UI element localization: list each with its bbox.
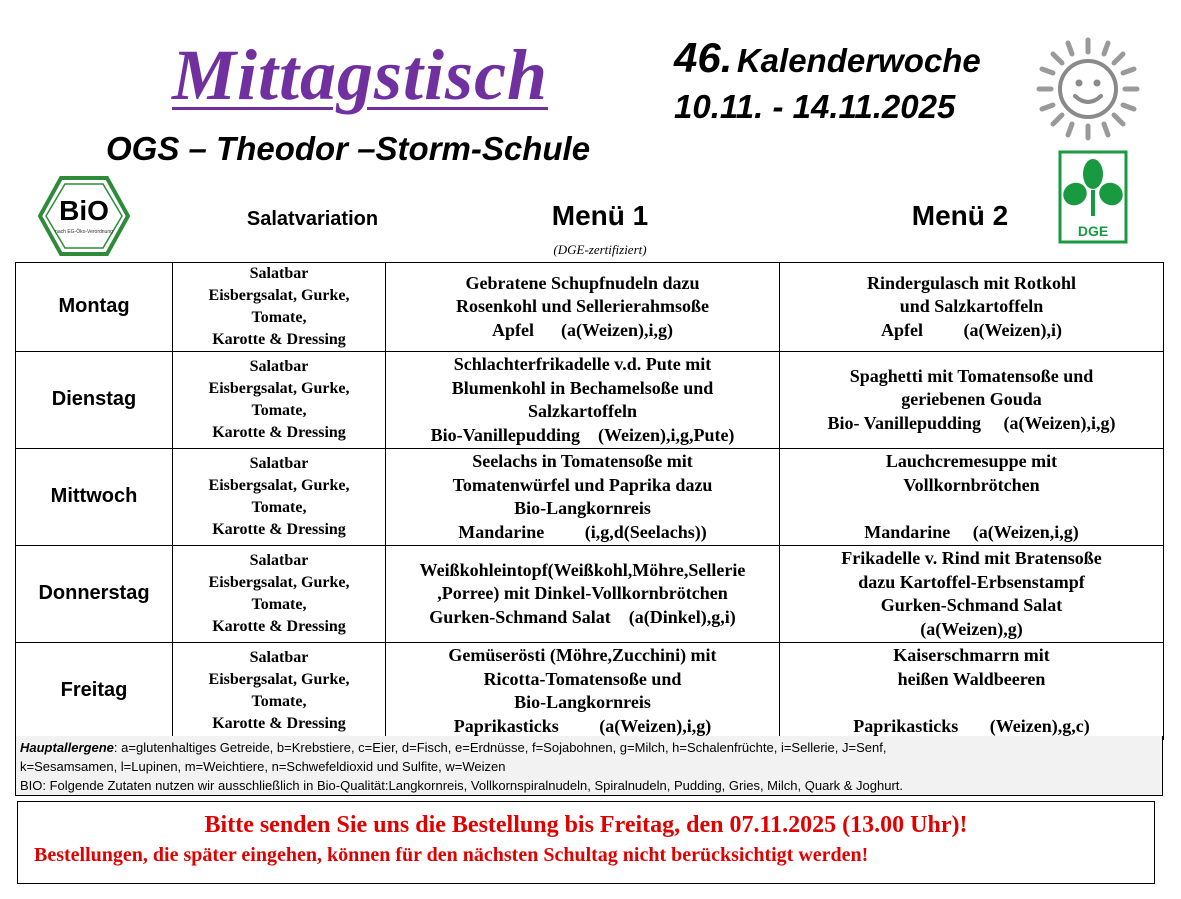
menu2-line: Rindergulasch mit Rotkohl bbox=[866, 272, 1077, 293]
menu2-cell bbox=[780, 643, 1164, 740]
menu1-cell bbox=[386, 643, 780, 740]
salad-line: Eisbergsalat, Gurke, bbox=[208, 574, 350, 591]
menu2-line: Paprikasticks (Weizen),g,c) bbox=[853, 715, 1090, 736]
menu2-line: Spaghetti mit Tomatensoße und bbox=[849, 365, 1094, 386]
menu2-line: Gurken-Schmand Salat bbox=[880, 595, 1063, 615]
week-heading bbox=[674, 34, 981, 82]
salad-line: Karotte & Dressing bbox=[212, 715, 346, 732]
order-deadline: Bitte senden Sie uns die Bestellung bis Freitag, den 07.11.2025 (13.00 Uhr)! bbox=[204, 812, 968, 838]
menu1-line: Apfel (a(Weizen),i,g) bbox=[492, 319, 673, 340]
menu2-line: (a(Weizen),g) bbox=[920, 618, 1023, 639]
menu-row-dienstag bbox=[16, 352, 1164, 449]
menu2-line: und Salzkartoffeln bbox=[899, 296, 1044, 317]
menu1-line: Paprikasticks (a(Weizen),i,g) bbox=[453, 715, 712, 736]
menu1-cell bbox=[386, 449, 780, 546]
menu1-line: Bio-Langkornreis bbox=[514, 692, 651, 712]
week-number: 46. bbox=[674, 34, 733, 81]
salad-cell bbox=[173, 263, 386, 352]
allergen-label: Hauptallergene bbox=[20, 740, 114, 755]
salad-line: Karotte & Dressing bbox=[212, 424, 346, 441]
column-header-menu1: Menü 1 bbox=[551, 200, 649, 231]
menu2-line: Mandarine (a(Weizen,i,g) bbox=[864, 521, 1079, 542]
salad-line: Tomate, bbox=[251, 402, 307, 419]
menu1-line: Mandarine (i,g,d(Seelachs)) bbox=[458, 521, 707, 542]
menu1-line: Schlachterfrikadelle v.d. Pute mit bbox=[453, 354, 712, 374]
salad-line: Tomate, bbox=[251, 499, 307, 516]
menu2-cell bbox=[780, 546, 1164, 643]
late-order-warning: Bestellungen, die später eingehen, können für den nächsten Schultag nicht berücksichtigt werden! bbox=[34, 844, 869, 866]
menu1-cell bbox=[386, 263, 780, 352]
salad-line: Tomate, bbox=[251, 309, 307, 326]
bio-logo bbox=[38, 176, 130, 256]
menu1-line: Gebratene Schupfnudeln dazu bbox=[465, 272, 700, 293]
day-name: Freitag bbox=[16, 643, 173, 740]
menu1-line: ,Porree) mit Dinkel-Vollkornbrötchen bbox=[437, 583, 728, 604]
menu2-line: Bio- Vanillepudding (a(Weizen),i,g) bbox=[827, 412, 1116, 433]
salad-line: Salatbar bbox=[249, 455, 309, 472]
menu2-line: Vollkornbrötchen bbox=[903, 474, 1040, 495]
day-name: Dienstag bbox=[16, 352, 173, 449]
salad-line: Eisbergsalat, Gurke, bbox=[208, 477, 350, 494]
salad-line: Karotte & Dressing bbox=[212, 331, 346, 348]
salad-line: Salatbar bbox=[249, 649, 309, 666]
menu1-cell bbox=[386, 546, 780, 643]
menu1-line: Tomatenwürfel und Paprika dazu bbox=[452, 474, 713, 495]
menu2-line: geriebenen Gouda bbox=[901, 389, 1042, 410]
menu-row-freitag bbox=[16, 643, 1164, 740]
menu1-line: Salzkartoffeln bbox=[528, 401, 637, 421]
salad-line: Karotte & Dressing bbox=[212, 618, 346, 635]
allergen-line-1: Hauptallergene: a=glutenhaltiges Getreide, b=Krebstiere, c=Eier, d=Fisch, e=Erdnüsse, f=Sojabohnen, g=Milch, h=Schalenfrüchte, i=Sellerie, J=Senf, bbox=[20, 740, 887, 755]
allergen-legend bbox=[15, 736, 1163, 796]
menu2-line bbox=[780, 691, 1163, 715]
menu2-line: dazu Kartoffel-Erbsenstampf bbox=[858, 571, 1085, 592]
menu1-line: Seelachs in Tomatensoße mit bbox=[472, 451, 693, 471]
salad-line: Eisbergsalat, Gurke, bbox=[208, 380, 350, 397]
menu1-line: Weißkohleintopf(Weißkohl,Möhre,Sellerie bbox=[419, 559, 746, 580]
dge-logo-text: DGE bbox=[1077, 223, 1109, 239]
menu-row-mittwoch bbox=[16, 449, 1164, 546]
menu2-line: Apfel (a(Weizen),i) bbox=[881, 319, 1062, 340]
menu2-cell bbox=[780, 449, 1164, 546]
menu2-line: Kaiserschmarrn mit bbox=[893, 645, 1050, 665]
salad-line: Salatbar bbox=[249, 552, 309, 569]
salad-cell bbox=[173, 352, 386, 449]
menu1-line: Ricotta-Tomatensoße und bbox=[483, 668, 682, 689]
menu-row-montag bbox=[16, 263, 1164, 352]
salad-cell bbox=[173, 643, 386, 740]
column-header-menu2: Menü 2 bbox=[911, 200, 1009, 231]
bio-logo-subtext: nach EG-Öko-Verordnung bbox=[55, 229, 113, 235]
salad-cell bbox=[173, 546, 386, 643]
menu2-line: heißen Waldbeeren bbox=[897, 668, 1046, 689]
salad-line: Karotte & Dressing bbox=[212, 521, 346, 538]
page-title: Mittagstisch bbox=[172, 35, 549, 115]
school-name: OGS – Theodor –Storm-Schule bbox=[106, 130, 591, 167]
column-header-salat: Salatvariation bbox=[246, 208, 379, 230]
sun-icon bbox=[1035, 36, 1141, 142]
menu1-line: Blumenkohl in Bechamelsoße und bbox=[451, 377, 714, 398]
salad-line: Salatbar bbox=[249, 358, 309, 375]
menu2-line bbox=[780, 497, 1163, 521]
day-name: Donnerstag bbox=[16, 546, 173, 643]
order-notice bbox=[17, 801, 1155, 884]
menu1-line: Bio-Langkornreis bbox=[514, 498, 651, 518]
menu-table bbox=[15, 262, 1164, 740]
menu2-cell bbox=[780, 352, 1164, 449]
menu1-line: Rosenkohl und Sellerierahmsoße bbox=[455, 296, 710, 317]
salad-line: Eisbergsalat, Gurke, bbox=[208, 671, 350, 688]
day-name: Mittwoch bbox=[16, 449, 173, 546]
salad-line: Salatbar bbox=[249, 265, 309, 282]
bio-ingredients-note: BIO: Folgende Zutaten nutzen wir ausschließlich in Bio-Qualität:Langkornreis, Vollkornspiralnudeln, Spiralnudeln, Pudding, Gries, Milch, Quark & Joghurt. bbox=[20, 778, 904, 793]
bio-logo-text: BiO bbox=[59, 195, 109, 226]
salad-line: Tomate, bbox=[251, 596, 307, 613]
day-name: Montag bbox=[16, 263, 173, 352]
salad-line: Eisbergsalat, Gurke, bbox=[208, 287, 350, 304]
salad-line: Tomate, bbox=[251, 693, 307, 710]
menu2-line: Lauchcremesuppe mit bbox=[885, 451, 1058, 471]
menu1-cell bbox=[386, 352, 780, 449]
salad-cell bbox=[173, 449, 386, 546]
week-label: Kalenderwoche bbox=[736, 42, 981, 79]
date-range: 10.11. - 14.11.2025 bbox=[674, 88, 956, 125]
menu-row-donnerstag bbox=[16, 546, 1164, 643]
menu1-certification-note: (DGE-zertifiziert) bbox=[553, 242, 647, 257]
allergen-line-2: k=Sesamsamen, l=Lupinen, m=Weichtiere, n=Schwefeldioxid und Sulfite, w=Weizen bbox=[20, 759, 506, 774]
menu1-line: Bio-Vanillepudding (Weizen),i,g,Pute) bbox=[430, 424, 735, 445]
menu1-line: Gurken-Schmand Salat (a(Dinkel),g,i) bbox=[429, 606, 736, 627]
menu1-line: Gemüserösti (Möhre,Zucchini) mit bbox=[448, 645, 717, 665]
menu2-line: Frikadelle v. Rind mit Bratensoße bbox=[841, 548, 1102, 568]
menu2-cell bbox=[780, 263, 1164, 352]
